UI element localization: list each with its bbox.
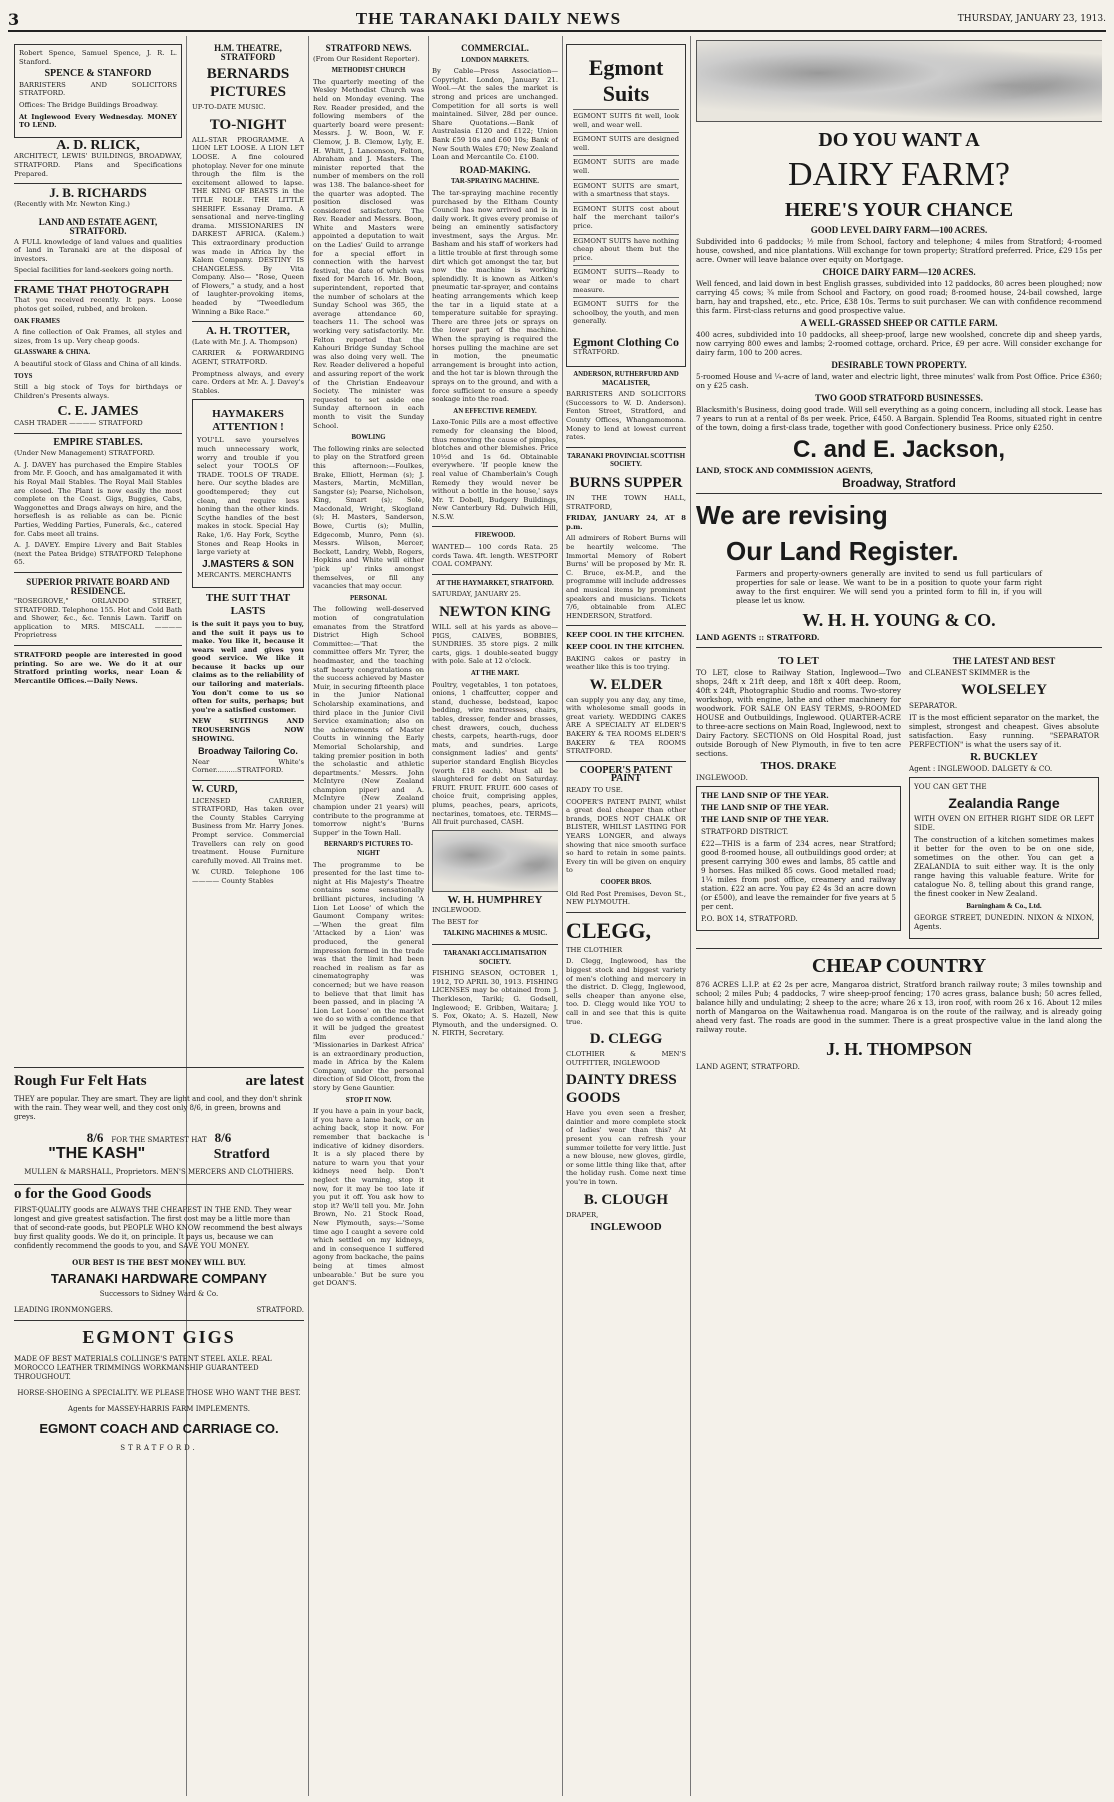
price: 8/6	[214, 1130, 232, 1145]
ad-text: Farmers and property-owners generally are invited to send us full particulars of properties for sale or lease. We want to be in a position to quote your farm right away to the first enquirer. We will send you a printed form to fill in, if you will please let us know.	[736, 569, 1042, 605]
ad-text: IN THE TOWN HALL, STRATFORD,	[566, 494, 686, 511]
ad-heading: H.M. THEATRE, STRATFORD	[214, 43, 282, 62]
suit-line: EGMONT SUITS are smart, with a smartness that stays.	[573, 179, 679, 199]
ad-text: A. J. DAVEY. Empire Livery and Bait Stables (next the Patea Bridge) STRATFORD Telephone 65.	[14, 541, 182, 567]
ad-heading: EGMONT COACH AND CARRIAGE CO.	[39, 1421, 279, 1436]
masthead	[8, 8, 1106, 32]
column-rule	[428, 36, 429, 1136]
ad-text: THE CLOTHIER	[566, 945, 623, 954]
ad-text: Successors to Sidney Ward & Co.	[99, 1290, 219, 1298]
divider	[696, 647, 1102, 648]
ad-heading: Broadway Tailoring Co.	[198, 746, 298, 757]
hats-heading-row	[14, 1073, 304, 1088]
article-heading: BOWLING	[351, 434, 386, 442]
ad-text: UP-TO-DATE MUSIC.	[192, 103, 266, 112]
lower-ad-row	[696, 653, 1102, 943]
ad-heading: Egmont Clothing Co	[573, 334, 680, 349]
ad-heading: Egmont Suits	[588, 55, 664, 106]
ad-heading: THE SUIT THAT LASTS	[205, 591, 291, 617]
ad-heading: DAIRY FARM?	[788, 156, 1010, 193]
ad-text: MERCANTS. MERCHANTS	[197, 571, 292, 580]
hat-price-row	[14, 1129, 304, 1145]
ad-text: LAND, STOCK AND COMMISSION AGENTS,	[696, 466, 874, 475]
ad-text: READY TO USE.	[566, 786, 623, 795]
ad-text: A. J. DAVEY has purchased the Empire Stables from Mr. F. Gooch, and has amalgamated it with his Royal Mail Stables. The Royal Mail Stables are closed. The Plant is now easily the most complete on the Coast. Gigs, Buggies, Cabs, Waggonettes and Drags always on hire, and the horseflesh is as reliable as can be. Picnic Parties, Wedding Parties, Funerals, &c., catered for. Cabs meet all trains.	[14, 460, 182, 538]
divider	[14, 433, 182, 434]
ad-text: is the suit it pays you to buy, and the suit it pays us to make. You like it, because it wears well and gives you good service. We like it because it backs up our claims as to the reliability of our tailoring and materials. You don't come to us so often for suits, perhaps; but you're a satisfied customer.	[192, 619, 304, 714]
ad-text: A fine collection of Oak Frames, all styles and sizes, from 1s up. Very cheap goods.	[14, 328, 182, 345]
ad-text: BAKING cakes or pastry in weather like this is too trying.	[566, 654, 686, 672]
ad-heading: A. H. TROTTER,	[206, 325, 290, 338]
ad-text: SEPARATOR.	[909, 701, 958, 710]
ad-heading: R. BUCKLEY	[970, 751, 1038, 763]
divider	[14, 1320, 304, 1321]
ad-heading: BERNARDS PICTURES	[206, 66, 290, 101]
landsnip-ad	[696, 786, 901, 931]
article-text: The programme to be presented for the last time to-night at His Majesty's Theatre contains some sensationally brilliant pictures, including 'A Lion Let Loose' of which the Gaumont Company writes:—'When the great film 'Attacked by a Lion' was produced, the general impression formed in the trade was that the limit had been reached in realism as far as cinematography was concerned; but we have reason to believe that that limit has been passed, and in placing 'A Lion Let Loose' on the market we do so with a confidence that it will be judged the greatest film ever produced.' 'Missionaries in Darkest Africa' is an extraordinary production, made in Africa by the Kalem Company, under the personal direction of Sid Olcott, from the story by Gene Gauntier.	[313, 860, 424, 1093]
ad-heading: NEWTON KING	[439, 604, 551, 621]
ad-text: DRAPER,	[566, 1210, 599, 1219]
sky-illustration	[696, 40, 1102, 122]
ad-heading: C. and E. Jackson,	[792, 436, 1006, 463]
ad-text: 5-roomed House and ¼-acre of land, water and electric light, three minutes' walk from Post Office. Price £360; on y £25 cash.	[696, 372, 1102, 390]
ad-text: A beautiful stock of Glass and China of all kinds.	[14, 360, 182, 369]
ad-heading: TARANAKI ACCLIMATISATION SOCIETY.	[443, 950, 547, 966]
article-text: The tar-spraying machine recently purchased by the Eltham County Council has now arrived and is in daily work. It gives every promise of being an eminently satisfactory investment, says the Argus. Mr. Basham and his staff of workers had a little trouble at first through some dirt which got amongst the tar, but now the machine is working splendidly. It is known as Aitken's pneumatic tar-sprayer, and contains heating arrangements which keep the tar in a liquid state at a temperature suitable for spraying. There are three jets or sprays on the lower part of the machine. When the spraying is required the horses pulling the machine are set in motion, the pneumatic arrangement is brought into action, and the hot tar is blown through the sprays on to the ground, and with a force sufficient to ensure a speedy soakage into the road.	[432, 188, 558, 404]
ad-heading: TALKING MACHINES & MUSIC.	[442, 930, 548, 938]
ad-text: THE LAND SNIP OF THE YEAR.	[701, 803, 829, 812]
ad-text: (Late with Mr. J. A. Thompson)	[192, 337, 298, 346]
ad-heading: SUPERIOR PRIVATE BOARD AND RESIDENCE.	[26, 576, 170, 596]
ad-text: At Inglewood Every Wednesday. MONEY TO LEND.	[19, 112, 177, 130]
ad-text: Subdivided into 6 paddocks; ½ mile from School, factory and telephone; 4 miles from Stratford; 4-roomed house, cowshed, and nice plantations. Will exchange for town property; Stratford preferred. Price, £29 15s per acre. Owner will leave balance over equity on Mortgage.	[696, 237, 1102, 264]
ad-heading: GLASSWARE & CHINA.	[14, 349, 91, 357]
ad-text: STRATFORD.	[573, 348, 620, 357]
ad-text: FRIDAY, JANUARY 24, AT 8 p.m.	[566, 514, 686, 531]
article-text: By Cable—Press Association—Copyright. London, January 21. Wool.—At the sales the market is strong and prices are unchanged. Competition for all sorts is well maintained. Silver, 28d per ounce. Share Quotations.—Bank of Australasia £120 and £122; Union Bank £59 10s and £60 10s; Bank of New South Wales £70; New Zealand Loan and Mercantile Co. £100.	[432, 67, 558, 162]
ad-text: STRATFORD.	[256, 1306, 304, 1314]
divider	[14, 183, 182, 184]
ad-heading: J.MASTERS & SON	[202, 558, 294, 570]
suit-line: EGMONT SUITS are designed well.	[573, 132, 679, 152]
ad-text: COOPER'S PATENT PAINT, whilst a great deal cheaper than other brands, DOES NOT CHALK OR BLISTER, WHILST LASTING FOR YEARS LONGER, and always showing that nice smooth surface so hard to retain in some paints. Every tin will be given on enquiry to	[566, 797, 686, 875]
ad-text: Promptness always, and every care. Orders at Mr. A. J. Davey's Stables.	[192, 369, 304, 395]
suit-line: EGMONT SUITS cost about half the merchant tailor's price.	[573, 202, 679, 231]
ad-heading: GOOD LEVEL DAIRY FARM—100 ACRES.	[810, 225, 988, 235]
suit-lines	[573, 109, 679, 326]
suit-line: EGMONT SUITS have nothing cheap about them but the price.	[573, 234, 679, 263]
divider	[192, 780, 304, 781]
ad-text: can supply you any day, any time, with wholesome small goods in great variety. WEDDING CAKES ARE A SPECIALTY AT ELDER'S BAKERY & TEA ROOMS ELDER'S BAKERY & TEA ROOMS STRATFORD.	[566, 695, 686, 756]
column-rule	[308, 36, 309, 1796]
ad-heading: AT THE HAYMARKET, STRATFORD.	[436, 579, 554, 587]
ad-text: Agents for MASSEY-HARRIS FARM IMPLEMENTS.	[68, 1405, 250, 1413]
article-heading: AN EFFECTIVE REMEDY.	[453, 407, 537, 415]
ad-text: W. CURD. Telephone 106 ———— County Stables	[192, 868, 304, 885]
ad-text: FISHING SEASON, OCTOBER 1, 1912, TO APRIL 30, 1913. FISHING LICENSES may be obtained from J. Therkleson, Tariki; G. Godsell, Inglewood; E. Gribben, Waitara; J. S. Fox, Okato; A. S. Hazell, New Plymouth, and the undersigned. O. N. FIRTH, Secretary.	[432, 969, 558, 1038]
ad-heading: J. B. RICHARDS	[49, 185, 147, 201]
ad-heading: are latest	[245, 1073, 304, 1089]
ad-text: INGLEWOOD.	[432, 906, 482, 915]
ad-heading: C. E. JAMES	[57, 404, 139, 420]
ad-text: GEORGE STREET, DUNEDIN. NIXON & NIXON, Agents.	[914, 913, 1094, 931]
ad-heading: HAYMAKERS ATTENTION !	[212, 408, 284, 434]
ad-text: Special facilities for land-seekers going north.	[14, 266, 174, 275]
ad-text: Old Red Post Premises, Devon St., NEW PLYMOUTH.	[566, 889, 686, 907]
divider	[192, 321, 304, 322]
ad-heading: LAND AND ESTATE AGENT, STRATFORD.	[38, 217, 158, 236]
column-rule	[690, 36, 691, 1796]
article-heading: LONDON MARKETS.	[461, 56, 529, 64]
ad-text: CARRIER & FORWARDING AGENT, STRATFORD.	[192, 349, 304, 367]
ad-heading: FIREWOOD.	[474, 532, 516, 540]
ad-text: A FULL knowledge of land values and qualities of land in Taranaki are at the disposal of investors.	[14, 237, 182, 263]
ad-heading: W. ELDER	[589, 676, 663, 693]
article-text: Laxo-Tonic Pills are a most effective remedy for cleansing the blood, thus removing the cause of pimples, blotches and other blemishes. Price 10½d and 1s 6d. Obtainable everywhere. 'If people knew the real value of Chamberlain's Cough Remedy they would never be without a bottle in the house,' says Mr. T. Dobell, Budgery Buildings, New Canterbury Rd. Dulwich Hill, N.S.W.	[432, 418, 558, 521]
ad-text: FOR THE SMARTEST HAT	[111, 1136, 207, 1144]
ad-heading: ANDERSON, RUTHERFURD AND MACALISTER,	[573, 371, 679, 387]
ad-text: "ROSEGROVE," ORLANDO STREET, STRATFORD. Telephone 155. Hot and Cold Bath and Shower, &c., &c. Tennis Lawn. Tariff on application to MRS. MISCALL ———— Proprietress	[14, 597, 182, 640]
ad-text: OUR BEST IS THE BEST MONEY WILL BUY.	[72, 1258, 246, 1267]
issue-date: THURSDAY, JANUARY 23, 1913.	[957, 14, 1106, 24]
ad-text: THE LAND SNIP OF THE YEAR.	[701, 791, 829, 800]
ad-heading: Zealandia Range	[948, 795, 1060, 811]
ad-heading: A. D. RLICK,	[56, 137, 140, 153]
byline: (From Our Resident Reporter).	[313, 54, 420, 63]
ad-text: THEY are popular. They are smart. They are light and cool, and they don't shrink with the rain. They wear well, and they cost only 8/6, in green, browns and greys.	[14, 1095, 303, 1121]
ad-text: Still a big stock of Toys for birthdays or Children's Presents always.	[14, 383, 182, 400]
ad-text: CLOTHIER & MEN'S OUTFITTER, INGLEWOOD	[566, 1050, 686, 1067]
divider	[566, 912, 686, 913]
suit-line: EGMONT SUITS—Ready to wear or made to chart measure.	[573, 265, 679, 294]
ad-text: SATURDAY, JANUARY 25.	[432, 590, 521, 599]
divider	[14, 1184, 304, 1185]
kash-row	[14, 1145, 304, 1161]
ad-heading: OAK FRAMES	[14, 317, 60, 325]
ad-heading: W. H. H. YOUNG & CO.	[802, 610, 996, 630]
section-heading: COMMERCIAL.	[461, 43, 529, 53]
divider	[566, 447, 686, 448]
ad-text: MADE OF BEST MATERIALS COLLINGE'S PATENT STEEL AXLE. REAL MOROCCO LEATHER TRIMMINGS WORKMANSHIP GUARANTEED THROUGHOUT.	[14, 1355, 272, 1381]
ad-heading: THE LATEST AND BEST	[952, 656, 1056, 666]
egmont-suits-ad	[566, 44, 686, 367]
divider	[432, 574, 558, 575]
article-text: The following rinks are selected to play on the Stratford green this afternoon:—Foulkes, Brake, Elliott, Herman (s); J. Masters, Martin, McMillan, Sangster (s); Pearse, Nicholson, King, Smart (s); Sole, Macdonald, Wright, Skogland (s); H. Masters, Sanderson, Bowe, Curtis (s); Mullin, Edgecomb, Munro, Penn (s). Messrs. Wilson, Mercer, Beckett, Landry, Webb, Rogers, Hopkins and White will either 'pick up' rinks amongst themselves, or fill any vacancies that may occur.	[313, 444, 424, 591]
ad-text: Have you even seen a fresher, daintier and more complete stock of ladies' wear than this? At present you can refresh your summer toilette for very little. Just a new blouse, new gloves, girdle, or some little thing like that, after the holiday rush. Come next time you're in town.	[566, 1109, 686, 1187]
ad-text: NEW SUITINGS AND TROUSERINGS NOW SHOWING.	[192, 717, 304, 743]
column-1	[14, 40, 182, 1055]
ad-heading: Stratford	[213, 1147, 270, 1162]
ad-heading: CLEGG,	[566, 917, 651, 943]
gramophone-illustration	[432, 830, 558, 892]
article-heading: BERNARD'S PICTURES TO-NIGHT	[324, 841, 413, 858]
ad-text: STRATFORD people are interested in good printing. So are we. We do it at our Stratford printing works, near Loan & Mercantile Offices.—Daily News.	[14, 651, 182, 685]
ad-text: The BEST for	[432, 917, 479, 926]
ad-heading: TARANAKI HARDWARE COMPANY	[50, 1271, 268, 1286]
ad-heading: COOPER BROS.	[600, 878, 652, 886]
divider	[432, 526, 558, 527]
article-heading: TAR-SPRAYING MACHINE.	[451, 178, 539, 186]
ad-heading: EMPIRE STABLES.	[53, 436, 143, 448]
ad-text: Near White's Corner..........STRATFORD.	[192, 757, 304, 775]
ad-heading: Broadway, Stratford	[842, 476, 956, 490]
ad-heading: FRAME THAT PHOTOGRAPH	[14, 283, 170, 296]
ad-text: WANTED— 100 cords Rata. 25 cords Tawa. 4ft. length. WESTPORT COAL COMPANY.	[432, 543, 558, 569]
newspaper-title: THE TARANAKI DAILY NEWS	[355, 9, 622, 28]
ad-heading: SPENCE & STANFORD	[44, 68, 152, 80]
article-heading: PERSONAL	[349, 594, 387, 602]
ad-heading: TWO GOOD STRATFORD BUSINESSES.	[815, 393, 983, 403]
ad-text: That you received recently. It pays. Loose photos get soiled, rubbed, and broken.	[14, 296, 182, 314]
ad-text: £22—THIS is a farm of 234 acres, near Stratford; good 8-roomed house, all outbuildings good order; at present carrying 300 ewes and lambs, 85 cattle and 9 horses. Has milked 85 cows. Good metalled road; 1¼ miles from post office, creamery and railway station. £22 an acre. You pay £2 4s 3d an acre down (or £500), and leave the remainder for five years at 5 per cent.	[701, 839, 896, 911]
ad-heading: INGLEWOOD	[590, 1221, 662, 1234]
column-3	[313, 40, 424, 1795]
ad-heading: TARANAKI PROVINCIAL SCOTTISH SOCIETY.	[566, 452, 686, 469]
divider	[14, 572, 182, 573]
ad-heading: BURNS SUPPER	[569, 475, 683, 491]
ad-text: BARRISTERS AND SOLICITORS STRATFORD.	[19, 80, 177, 98]
ad-heading: HERE'S YOUR CHANCE	[784, 199, 1014, 221]
ad-heading: EGMONT GIGS	[82, 1327, 236, 1347]
ad-heading: o for the Good Goods	[14, 1186, 152, 1202]
hardware-row	[14, 1306, 304, 1315]
ad-text: The construction of a kitchen sometimes makes it better for the oven to be on one side, sometimes on the other. You can get a ZEALANDIA to suit either way. It is the only range having this valuable feature. Write for catalogue No. 8, telling about this grand range, the finest cooker in New Zealand.	[914, 835, 1094, 898]
ad-text: STRATFORD.	[120, 1444, 198, 1452]
ad-text: IT is the most efficient separator on the market, the simplest, strongest and cheapest. Gives absolute satisfaction. Easy running. "SEPARATOR PERFECTION" is what the users say of it.	[909, 713, 1099, 749]
ad-text: ALL-STAR PROGRAMME. A LION LET LOOSE. A LION LET LOOSE. A fine coloured photoplay. Never for one minute through the film is the excitement allowed to lapse. THE KING OF BEASTS in the TITLE ROLE. THE LITTLE SHERIFF. Essanay Drama. A sensational and nerve-tingling drama. MISSIONARIES IN DARKEST AFRICA. (Kalem.) This extraordinary production was made in Africa by the Kalem Company. DESTINY IS CHANGELESS. By Vita Company. Also— "Rose, Queen of Flowers," a study, and a host of laughter-provoking items, headed by "Tweedledum Winning a Bike Race."	[192, 135, 304, 316]
ad-heading: We are revising	[696, 500, 888, 530]
ad-heading: Rough Fur Felt Hats	[14, 1073, 147, 1089]
ad-heading: Our Land Register.	[726, 536, 959, 566]
article-heading: STOP IT NOW.	[345, 1096, 392, 1104]
column-5	[566, 40, 686, 1795]
haymakers-ad	[192, 399, 304, 588]
ad-text: LAND AGENT, STRATFORD.	[696, 1062, 800, 1071]
ad-text: 876 ACRES L.I.P. at £2 2s per acre, Mangaroa district, Stratford branch railway route; 3 miles township and school; 2 miles Pub; 4 paddocks, 7 wire sheep-proof fencing; 170 acres grass, balance bush; 50 acres felled, balance hilly and undulating; 2 sheep to the acre; whare 26 x 13, iron roof, with room 26 x 16. About 12 miles north of Mangaroa on the Waitawhenua road. Mangaroa is on the route of the railway, and is already going ahead very fast. The roads are good in the summer. There is a great prospective value in the land along the railway route.	[696, 980, 1102, 1034]
divider	[696, 948, 1102, 949]
ad-heading: CHOICE DAIRY FARM—120 ACRES.	[822, 267, 976, 277]
ad-text: 400 acres, subdivided into 10 paddocks, all sheep-proof, large new woolshed, concrete dip and sheep yards, now carrying 800 ewes and lambs; 2-roomed cottage, orchard. Price, £9 per acre. Will consider exchange for dairy farm, 100 to 200 acres.	[696, 330, 1102, 357]
ad-text: LAND AGENTS :: STRATFORD.	[696, 633, 820, 642]
ad-text: and CLEANEST SKIMMER is the	[909, 668, 1030, 677]
ad-text: WITH OVEN ON EITHER RIGHT SIDE OR LEFT SIDE.	[914, 814, 1094, 832]
ad-heading: W. H. HUMPHREY	[447, 893, 543, 906]
ad-text: Blacksmith's Business, doing good trade. Will sell everything as a going concern, including all stock. Lease has 7 years to run at a rental of 8s per week. Price, £450. A Bargain. Splendid Tea Rooms, situated right in centre of the town, doing a first-class trade, together with good Confectionery business. Price only £250.	[696, 405, 1102, 432]
ad-text: (Recently with Mr. Newton King.)	[14, 199, 130, 208]
suit-line: EGMONT SUITS for the schoolboy, the youth, and men generally.	[573, 297, 679, 326]
ad-heading: TO LET	[778, 655, 819, 667]
ad-text: FIRST-QUALITY goods are ALWAYS THE CHEAPEST IN THE END. They wear longest and give greatest satisfaction. The first cost may be a little more than that of second-rate goods, but PEOPLE WHO KNOW recommend the best always buy first quality goods. We do it, on principle. It pays us, because we can confidently recommend the goods to you, and SAVE YOU MONEY.	[14, 1206, 303, 1250]
divider	[14, 645, 182, 646]
ad-heading: "THE KASH"	[48, 1145, 146, 1162]
ad-heading: AT THE MART.	[470, 670, 520, 677]
ad-text: INGLEWOOD.	[696, 773, 748, 782]
ad-text: D. Clegg, Inglewood, has the biggest stock and biggest variety of men's clothing and mercery in the district. D. Clegg, Inglewood, sells cheaper than anyone else, too. D. Clegg would like YOU to call in and see that this is quite true.	[566, 957, 686, 1026]
ad-text: Poultry, vegetables, 1 ton potatoes, onions, 1 chaffcutter, copper and stand, duchesse, bedstead, kapoc bedding, wire mattresses, chairs, tables, dresser, fender and brasses, chest drawers, couch, duchess chests, carpets, hearth-rugs, door mats, and sundries. Large consignment ladies' and gents' superior standard English Bicycles (worth £18 each). Must all be slaughtered for debt on Saturday. FRUIT. FRUIT. FRUIT. 600 cases of choice fruit, comprising apples, plums, peaches, pears, apricots, nectarines, tomatoes, etc. TERMS—All fruit purchased, CASH.	[432, 680, 558, 827]
section-heading: ROAD-MAKING.	[459, 164, 531, 175]
article-text: The following well-deserved motion of congratulation emanates from the Stratford District High School Committee:—'That the committee offers Mr. Tyrer, the headmaster, and the teaching staff hearty congratulations on the success achieved by Master Muir, in securing fifteenth place in the Junior National Scholarship examinations, and third place in the Junior Civil Service examination; also on the achievements of Master Coutts in winning the Early Memorial Scholarship, and taking premier position in both the scholastic and athletic departments.' Messrs. John McIntyre (New Zealand champion piper) and A. McIntyre (New Zealand champion under 21 years) will contribute to the programme at tomorrow night's 'Burns Supper' in the Town Hall.	[313, 605, 424, 837]
ad-text: KEEP COOL IN THE KITCHEN.	[566, 642, 685, 651]
ad-text: LEADING IRONMONGERS.	[14, 1306, 113, 1314]
ad-text: All admirers of Robert Burns will be heartily welcome. 'The Immortal Memory of Robert Burns' will be proposed by Mr. R. C. Bruce, ex-M.P., and the programme will include addresses and musical items by prominent speakers and musicians. Tickets 7/6, obtainable from ALEC HENDERSON, Stratford.	[566, 534, 686, 620]
ad-heading: DO YOU WANT A	[818, 129, 980, 151]
spence-ad	[14, 44, 182, 138]
column-6	[696, 40, 1102, 1795]
ad-text: P.O. BOX 14, STRATFORD.	[701, 914, 798, 923]
article-heading: METHODIST CHURCH	[331, 67, 406, 75]
column-4	[432, 40, 558, 1795]
ad-text: Offices: The Bridge Buildings Broadway.	[19, 100, 159, 109]
ad-heading: B. CLOUGH	[583, 1191, 669, 1208]
ad-heading: W. CURD,	[192, 784, 238, 795]
divider	[14, 1067, 304, 1068]
wolseley-block	[909, 653, 1099, 943]
ad-heading: DESIRABLE TOWN PROPERTY.	[831, 360, 967, 370]
ad-heading: CHEAP COUNTRY	[811, 955, 987, 977]
divider	[566, 625, 686, 626]
column-rule	[562, 36, 563, 1796]
zealandia-ad	[909, 777, 1099, 939]
ad-heading: TO-NIGHT	[209, 116, 287, 133]
article-text: The quarterly meeting of the Wesley Methodist Church was held on Monday evening. The Rev. Reader presided, and the following members of the quarterly board were present: Messrs. J. W. Boon, W. F. Clemow, J. B. Clemow, Lyly, E. H. Whitt, J. Lancenson, Felton, Abraham and J. Masters. The minister reported that the number of members on the roll was 138. The balance-sheet for the quarter was adopted. The position disclosed was considered satisfactory. The Rev. Reader and Messrs. Boon, White and Masters were appointed a deputation to wait on the Ladies' Guild to arrange for a special effort in connection with the harvest festival, the date of which was fixed for March 16. Mr. Boon, superintendent, reported that the number of scholars at the Sunday School was 365, the average attendance 60, teachers 11. The school was working very satisfactorily. Mr. Felton reported that the Kahouri Bridge Sunday School was also doing very well. The Rev. Reader delivered a hopeful and assuring report of the work of the Christian Endeavour Society. The minister was requested to set aside one Sunday afternoon in each month to visit the Sunday School.	[313, 77, 424, 430]
column-2	[192, 40, 304, 1055]
ad-heading: DAINTY DRESS GOODS	[566, 1072, 677, 1107]
ad-text: Robert Spence, Samuel Spence, J. R. L. Stanford.	[19, 49, 177, 66]
suit-line: EGMONT SUITS fit well, look well, and wear well.	[573, 109, 679, 129]
ad-heading: COOPER'S PATENT PAINT	[579, 764, 673, 785]
ad-text: HORSE-SHOEING A SPECIALITY. WE PLEASE THOSE WHO WANT THE BEST.	[17, 1389, 301, 1397]
ad-text: WILL sell at his yards as above— PIGS, CALVES, BOBBIES, SUNDRIES. 35 store pigs. 2 milk carts, gigs. 1 double-seated buggy with pole. Sale at 12 o'clock.	[432, 623, 558, 666]
ad-text: Agent : INGLEWOOD. DALGETY & CO.	[909, 764, 1053, 773]
ad-heading: D. CLEGG	[589, 1031, 663, 1048]
ad-text: YOU'LL save yourselves much unnecessary work, worry and trouble if you select your TOOLS OF TRADE. TOOLS OF TRADE. here. Our scythe blades are goodtempered; they cut clean, and require less honing than the other kinds. Scythe handles of the best makes in stock. Special Hay Rake, 1/6. Hay Fork, Scythe Stones and Reap Hooks in large variety at	[197, 436, 299, 557]
ad-text: Well fenced, and laid down in best English grasses, subdivided into 12 paddocks, 80 acres been ploughed; now carrying 45 cows; ¾ mile from School and Factory, on good road; 8-roomed house, 24-bail cowshed, large barn, hay and trapshed, etc., etc. Price, £38 10s. Terms to suit purchaser. We can with confidence recommend this farm. First-class returns and good prospective value.	[696, 279, 1102, 315]
ad-heading: TOYS	[14, 372, 33, 380]
ad-text: MULLEN & MARSHALL, Proprietors. MEN'S MERCERS AND CLOTHIERS.	[24, 1168, 294, 1176]
suit-line: EGMONT SUITS are made well.	[573, 155, 679, 175]
ad-heading: J. H. THOMPSON	[826, 1039, 972, 1059]
ad-text: TO LET, close to Railway Station, Inglewood—Two shops, 24ft x 21ft deep, and 18ft x 40ft deep. Room, 40ft x 24ft, Photographic Studio and rooms. Two-storey workshop, with engine, lathe and other machinery for woodwork. FOR SALE ON EASY TERMS, 9-ROOMED HOUSE and Outbuildings, Inglewood. QUARTER-ACRE to three-acre sections on Main Road, Inglewood, next to Dairy Factory. SECTIONS on Old Hospital Road, just outside Borough of New Plymouth, in five to ten acre sections.	[696, 668, 901, 758]
section-heading: STRATFORD NEWS.	[325, 43, 412, 53]
ad-heading: THOS. DRAKE	[760, 760, 837, 772]
ad-text: ARCHITECT, LEWIS' BUILDINGS, BROADWAY, STRATFORD. Plans and Specifications Prepared.	[14, 152, 182, 178]
price: 8/6	[86, 1130, 104, 1145]
ad-text: STRATFORD DISTRICT.	[701, 827, 789, 836]
ad-heading: WOLSELEY	[961, 682, 1047, 698]
ad-text: YOU CAN GET THE	[914, 782, 987, 791]
divider	[432, 944, 558, 945]
ad-heading: Barningham & Co., Ltd.	[966, 902, 1042, 910]
ad-text: THE LAND SNIP OF THE YEAR.	[701, 815, 829, 824]
ad-heading: A WELL-GRASSED SHEEP OR CATTLE FARM.	[800, 318, 998, 328]
bottom-ads	[14, 1062, 304, 1792]
divider	[566, 761, 686, 762]
ad-text: BARRISTERS AND SOLICITORS (Successors to W. D. Anderson). Fenton Street, Stratford, and County Offices, Whangamomona. Money to lend at lowest current rates.	[566, 390, 686, 442]
article-text: If you have a pain in your back, if you have a lame back, or an aching back, stop it now. For remember that backache is indicative of kidney disorders. It is a sly placed there by nature to warn you that your kidneys need help. Don't neglect the warning, stop it now, for it may be too late if you put it off. You ask how to stop it? We'll tell you. Mr. John Brown, No. 21 Stock Road, New Plymouth, says:—'Some time ago I caught a severe cold which settled on my kidneys, and in consequence I suffered agony from backache, the pains being at times almost unbearable.' But be sure you get DOAN'S.	[313, 1107, 424, 1288]
ad-text: KEEP COOL IN THE KITCHEN.	[566, 631, 685, 640]
divider	[696, 493, 1102, 494]
page-number: 3	[8, 9, 20, 29]
ad-text: (Under New Management) STRATFORD.	[14, 449, 155, 458]
ad-text: CASH TRADER ———— STRATFORD	[14, 419, 143, 427]
tolet-block	[696, 653, 901, 943]
ad-text: LICENSED CARRIER, STRATFORD, Has taken over the County Stables Carrying Business from Mr. Harry Jones. Prompt service. Commercial Travellers can rely on good treatment. House Furniture carefully moved. All Trains met.	[192, 796, 304, 865]
divider	[14, 280, 182, 281]
